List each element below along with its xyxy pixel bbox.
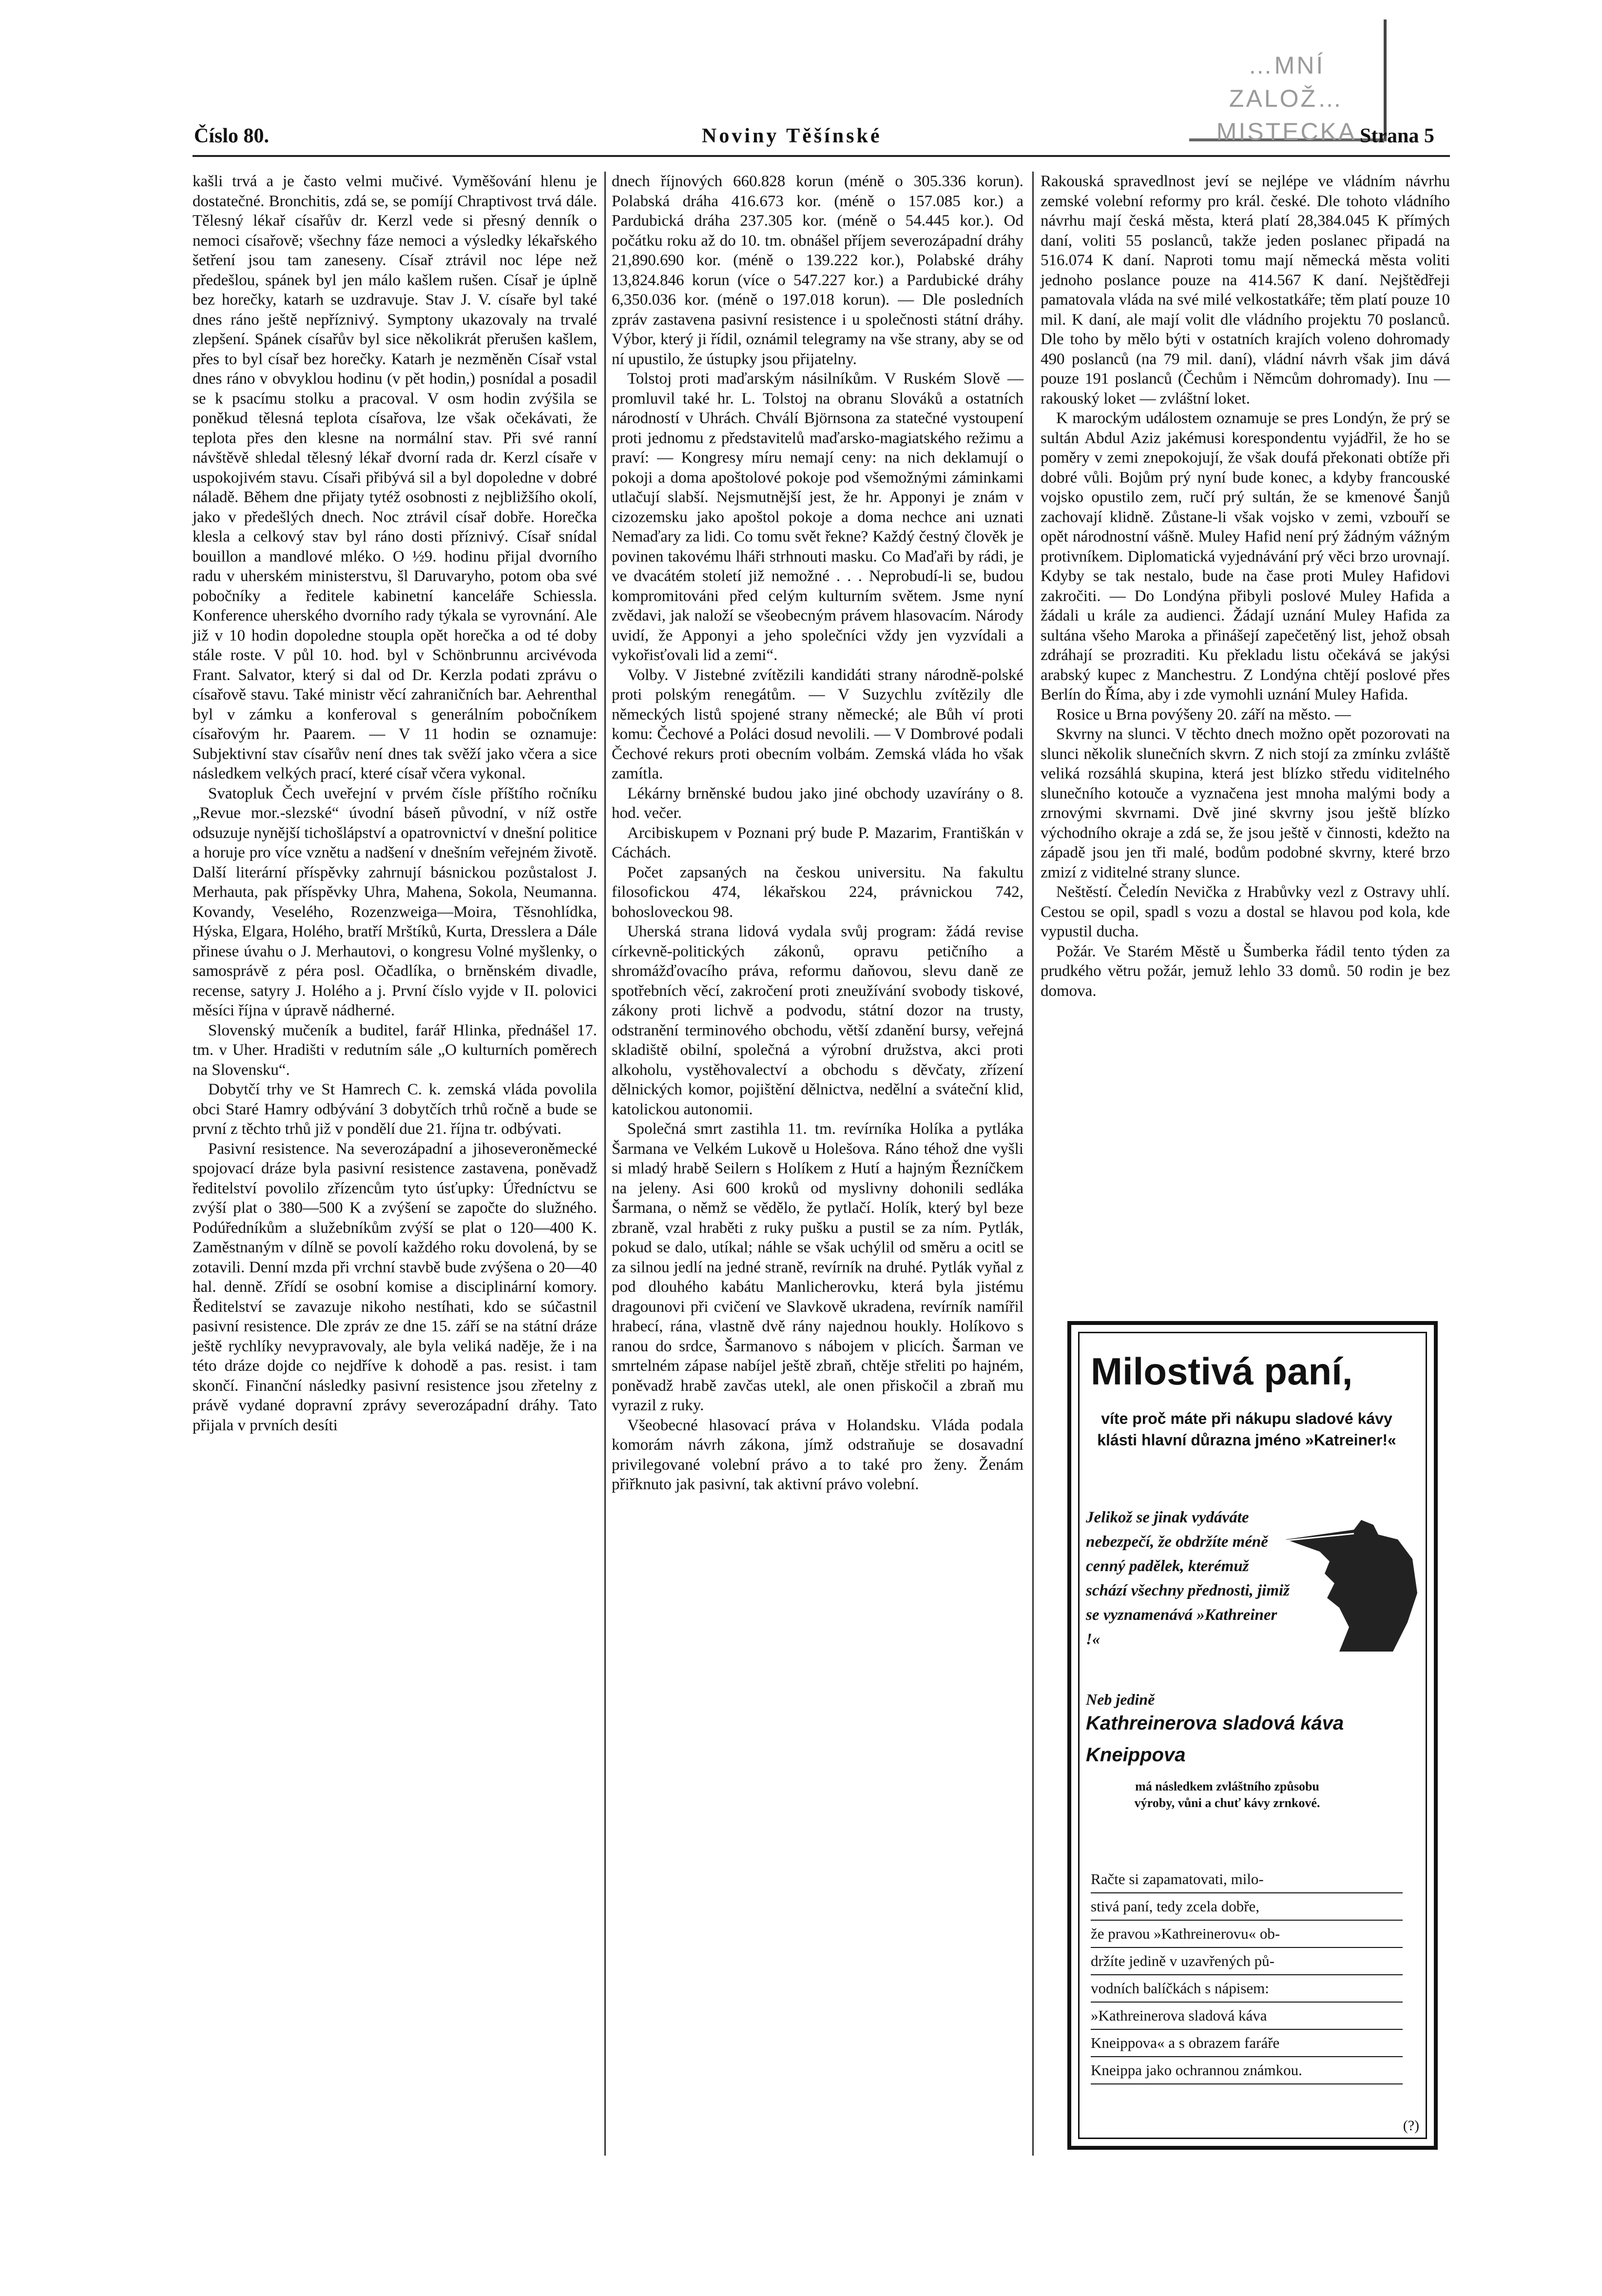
article-paragraph: Arcibiskupem v Poznani prý bude P. Mazarim, Františkán v Cáchách.: [612, 824, 1023, 861]
article-paragraph: K marockým událostem oznamuje se pres Londýn, že prý se sultán Abdul Aziz jakémusi korespondentu vyjádřil, že ho se poměry v zemi znepokojují, že však doufá překonati obtíže při dobré vůli. Bojům prý nyní bude konec, a kdyby francouské vojsko opustilo zem, ručí prý sultán, že se kmenové Šanjů zachovají klidně. Zůstane-li však vojsko v zemi, vzbouří se opět národnostní vášně. Muley Hafid není prý žádným vážným protivníkem. Diplomatická vyjednávání prý věci brzo urovnají. Kdyby se tak nestalo, bude na čase proti Muley Hafidovi zakročiti. — Do Londýna přibyli poslové Muley Hafida a žádali u krále za audienci. Žádají uznání Muley Hafida za sultána všeho Maroka a přinášejí zapečetěný list, jehož obsah zdráhají se prozraditi. Ku překladu listu očekává se jakýsi arabský kupec z Manchestru. Z Londýna chtějí poslové přes Berlín do Říma, aby i zde vymohli uznání Muley Hafida.: [1041, 409, 1450, 703]
ad-subtitle: víte proč máte při nákupu sladové kávy klásti hlavní důrazna jméno »Katreiner!«: [1097, 1410, 1396, 1449]
column-divider-1: [604, 172, 606, 2156]
kathreiner-advertisement: [1067, 1321, 1438, 2150]
page-number: Strana 5: [1360, 125, 1434, 147]
article-paragraph: Počet zapsaných na českou universitu. Na fakultu filosofickou 474, lékařskou 224, právnickou 742, bohosloveckou 98.: [612, 863, 1023, 921]
header-rule: [193, 155, 1450, 157]
ad-remember-line: Račte si zapamatovati, milo-: [1091, 1866, 1403, 1893]
article-paragraph: dnech říjnových 660.828 korun (méně o 305.336 korun). Polabská dráha 416.673 kor. (méně o 157.085 kor.) a Pardubická dráha 237.305 kor. (méně o 54.445 kor.). Od počátku roku až do 10. tm. obnášel příjem severozápadní dráhy 21,890.690 kor. (méně o 139.222 kor.), Polabské dráhy 13,824.846 korun (více o 547.227 kor.) a Pardubické dráhy 6,350.036 kor. (méně o 197.018 korun). — Dle posledních zpráv zastavena pasivní resistence i u společnosti státní dráhy. Výbor, který ji řídil, oznámil telegramy na vše strany, aby se od ní upustilo, že ústupky jsou přijatelny.: [612, 173, 1023, 368]
ad-remember-line: že pravou »Kathreinerovu« ob-: [1091, 1921, 1403, 1948]
ad-remember-line: Kneippova« a s obrazem faráře: [1091, 2030, 1403, 2057]
issue-number: Číslo 80.: [194, 125, 270, 147]
ad-description: má následkem zvláštního způsobu výroby, vůni a chuť kávy zrnkové.: [1134, 1779, 1320, 1810]
ad-only-label: Neb jedině: [1086, 1691, 1155, 1708]
ad-remember-line: vodních balíčkách s nápisem:: [1091, 1975, 1403, 2003]
column-3: [1041, 172, 1450, 1001]
article-paragraph: Lékárny brněnské budou jako jiné obchody uzavírány o 8. hod. večer.: [612, 784, 1023, 822]
column-2: [612, 172, 1023, 1495]
article-paragraph: Společná smrt zastihla 11. tm. revírníka Holíka a pytláka Šarmana ve Velkém Lukově u Holešova. Ráno téhož dne vyšli si mladý hrabě Seilern s Holíkem z Hutí a hajným Řezníčkem na jeleny. Asi 600 kroků od myslivny dohonili sedláka Šarmana, o němž se vědělo, že pytlačí. Holík, který byl beze zbraně, vzal hraběti z ruky pušku a pustil se za ním. Pytlák, pokud se dalo, utíkal; náhle se však uchýlil od směru a ocitl se za silnou jedlí na jedné straně, revírník na druhé. Pytlák vyňal z pod dlouhého kabátu Manlicherovku, která byla jistému dragounovi při cvičení ve Slavkově ukradena, revírník namířil hrabecí, rána, vlastně dvě rány najednou houkly. Holíkovo s ranou do srdce, Šarmanovo s nábojem v plicích. Šarman ve smrtelném zápase nabíjel ještě zbraň, chtěje střeliti po hajném, poněvadž hrabě zavčas utekl, ale onen přiskočil a zbraň mu vyrazil z ruky.: [612, 1120, 1023, 1414]
ad-remember-box: [1091, 1866, 1403, 2084]
article-paragraph: Uherská strana lidová vydala svůj program: žádá revise církevně-politických zákonů, opravu petičního a shromážďovacího práva, reformu daňovou, slevu daně ze spotřebních věcí, zakročení proti zneužívání svobody tiskové, zákony proti lichvě a podvodu, státní dozor na trusty, odstranění terminového obchodu, větší zdanění bursy, veřejná skladiště obilní, společná a výrobní družstva, akci proti alkoholu, vystěhovalectví a obchodu s děvčaty, zřízení dělnických komor, pojištění dělnictva, nedělní a sváteční klid, katolickou autonomii.: [612, 923, 1023, 1118]
ad-remember-line: stivá paní, tedy zcela dobře,: [1091, 1893, 1403, 1921]
article-paragraph: Neštěstí. Čeledín Nevička z Hrabůvky vezl z Ostravy uhlí. Cestou se opil, spadl s vozu a dostal se hlavou pod kola, kde vypustil ducha.: [1041, 883, 1450, 940]
newspaper-title: Noviny Těšínské: [702, 125, 882, 147]
article-paragraph: Tolstoj proti maďarským násilníkům. V Ruském Slově — promluvil také hr. L. Tolstoj na obranu Slováků a ostatních národností v Uhrách. Chválí Björnsona za statečné vystoupení proti jednomu z představitelů maďarsko-magiatského režimu a praví: — Kongresy míru nemají ceny: na nich deklamují o pokoji a doma apoštolové pokoje pod všemožnými záminkami utlačují slabší. Nejsmutnější jest, že hr. Apponyi je znám v cizozemsku jako apoštol pokoje a doma nechce ani uznati Nemaďary za lidi. Co tomu svět řekne? Každý čestný člověk je povinen takovému lháři strhnouti masku. Co Maďaři by rádi, je ve dvacátém století již nemožné . . . Neprobudí-li se, budou kompromitováni před celým kulturním světem. Jsme nyní zvědavi, jak naloží se všeobecným právem hlasovacím. Národy uvidí, že Apponyi a jeho společníci vždy jen vyzvídali a vykořisťovali lid a zemi“.: [612, 370, 1023, 664]
ad-remember-line: »Kathreinerova sladová káva: [1091, 2003, 1403, 2030]
column-1: [193, 172, 597, 1435]
ad-remember-line: Kneippa jako ochrannou známkou.: [1091, 2057, 1403, 2084]
article-paragraph: Rosice u Brna povýšeny 20. září na město. —: [1056, 705, 1351, 723]
ad-trademark-mark: (?): [1403, 2118, 1419, 2134]
pointing-hand-icon: [1281, 1510, 1422, 1656]
article-paragraph: Požár. Ve Starém Městě u Šumberka řádil tento týden za prudkého větru požár, jemuž lehlo 33 domů. 50 rodin je bez domova.: [1041, 942, 1450, 1000]
article-paragraph: Svatopluk Čech uveřejní v prvém čísle příštího ročníku „Revue mor.-slezské“ úvodní báseň původní, v níž ostře odsuzuje nynější tichošlápství a opatrovnictví v dnešní politice a horuje pro více vznětu a nadšení v dnešním veřejném životě. Další literární příspěvky zahrnují básnickou pozůstalost J. Merhauta, pak příspěvky Uhra, Mahena, Sokola, Neumanna. Kovandy, Veselého, Rozenzweiga—Moira, Těsnohlídka, Hýska, Elgara, Holého, bratří Mrštíků, Kurta, Dresslera a Dále přinese úvahu o J. Merhautovi, o kongresu Volné myšlenky, o samosprávě z péra posl. Očadlíka, o brněnském divadle, recense, satyry J. Holého a j. První číslo vyjde v II. polovici měsíci října v úpravě nádherné.: [193, 784, 597, 1019]
article-paragraph: Slovenský mučeník a buditel, farář Hlinka, přednášel 17. tm. v Uher. Hradišti v redutním sále „O kulturních poměrech na Slovensku“.: [193, 1021, 597, 1079]
article-paragraph: Všeobecné hlasovací práva v Holandsku. Vláda podala komorám návrh zákona, jímž odstraňuje se dosavadní privilegované volební právo a to také pro ženy. Ženám přiřknuto jak pasivní, tak aktivní právo volební.: [612, 1416, 1023, 1493]
ad-remember-line: držíte jedině v uzavřených pů-: [1091, 1948, 1403, 1975]
ad-script-text: Jelikož se jinak vydáváte nebezpečí, že obdržíte méně cenný padělek, kterémuž schází všechny přednosti, jimiž se vyznamenává »Kathreiner !«: [1086, 1509, 1290, 1648]
library-stamp: [1189, 19, 1387, 145]
article-paragraph: Volby. V Jistebné zvítězili kandidáti strany národně-polské proti polským renegátům. — V Suzychlu zvítězily dle německých listů spojené strany německé; ale Bůh ví proti komu: Čechové a Poláci dosud nevolili. — V Dombrové podali Čechové rekurs proti obecním volbám. Zemská vláda ho však zamítla.: [612, 666, 1023, 782]
article-paragraph: Rakouská spravedlnost jeví se nejlépe ve vládním návrhu zemské volební reformy pro král. české. Dle tohoto vládního návrhu mají česká města, která platí 28,384.045 K přímých daní, voliti 55 poslanců, takže jeden poslanec připadá na 516.074 K daní. Naproti tomu mají německá města voliti jednoho poslance pouze na 414.567 K daní. Nejštědřeji pamatovala vláda na své milé velkostatkáře; těm platí pouze 10 mil. K daní, ale mají volit dle vládního projektu 70 poslanců. Dle toho by mělo býti v ostatních krajích voleno dohromady 490 poslanců (na 79 mil. daní), vládní návrh však jim dává pouze 191 poslanců (Čechům i Němcům dohromady). Inu — rakouský loket — zvláštní loket.: [1041, 173, 1450, 408]
article-paragraph: Dobytčí trhy ve St Hamrech C. k. zemská vláda povolila obci Staré Hamry odbývání 3 dobytčích trhů ročně a bude se první z těchto trhů již v pondělí due 21. října tr. odbývati.: [193, 1081, 597, 1138]
article-paragraph: Pasivní resistence. Na severozápadní a jihoseveroněmecké spojovací dráze byla pasivní resistence zastavena, poněvadž ředitelství povolilo zřízencům tyto úsťupky: Úředníctvu se zvýší plat o 380—500 K a zvýšení se započte do služného. Podúředníkům a služebníkům zvýší se plat o 120—400 K. Zaměstnaným v dílně se povolí každého roku dovolená, by se zotavili. Denní mzda při vrchní stavbě bude zvýšena o 20—40 hal. denně. Zřídí se osobní komise a disciplinární komory. Ředitelství se zavazuje nikoho nestíhati, kdo se súčastnil pasivní resistence. Dle zpráv ze dne 15. září se na státní dráze ještě rychlíky nevypravovaly, ale byla veliká naděje, že i na této dráze dojde co nejdříve k dohodě a pas. resist. i tam skončí. Finanční následky pasivní resistence jsou zřetelny z právě vydané dopravní zprávy severozápadní dráhy. Tato přijala v prvních desíti: [193, 1140, 597, 1434]
ad-brand-subname: Kneippova: [1086, 1744, 1186, 1766]
column-divider-2: [1032, 172, 1034, 2156]
ad-title: Milostivá paní,: [1091, 1350, 1353, 1393]
article-paragraph: kašli trvá a je často velmi mučivé. Vyměšování hlenu je dostatečné. Bronchitis, zdá se, se pomíjí Chraptivost trvá dále. Tělesný lékař císařův dr. Kerzl vede si přesný denník o nemoci císařově; všechny fáze nemoci a výsledky lékařského šetření jsou tam zaneseny. Císař ztrávil noc lépe než předešlou, spánek byl jen málo kašlem rušen. Císař je úplně bez horečky, katarh se uzdravuje. Stav J. V. císaře byl také dnes ráno ještě nepříznivý. Symptony ukazovaly na trvalé zlepšení. Spánek císařův byl sice několikrát přerušen kašlem, přes to byl císař bez horečky. Katarh je nezměněn Císař vstal dnes ráno v obvyklou hodinu (v pět hodin,) posnídal a posadil se k psacímu stolku a pracoval. V osm hodin zvýšila se poněkud tělesná teplota císařova, lze však očekávati, že teplota přes den klesne na normální stav. Při své ranní návštěvě shledal tělesný lékař dvorní rada dr. Kerzl císaře v uspokojivém stavu. Císaři přibývá sil a byl dopoledne v dobré náladě. Během dne přijaty tytéž osobnosti z nejbližšího okolí, jako v předešlých dnech. Noc ztrávil císař dobře. Horečka klesla a celkový stav byl ráno dosti příznivý. Císař snídal bouillon a mandlové mléko. O ½9. hodinu přijal dvorního radu v uherském ministerstvu, šl Daruvaryho, potom oba své pobočníky a ředitele kabinetní kanceláře Schiessla. Konference uherského dvorního rady týkala se vyrovnání. Ale již v 10 hodin dopoledne stoupla opět horečka a od té doby stále roste. V půl 10. hod. byl v Schönbrunnu arcivévoda Frant. Salvator, který si dal od Dr. Kerzla podati zprávu o císařově stavu. Také ministr věcí zahraničních bar. Aehrenthal byl v zámku a konferoval s generálním pobočníkem císařovým hr. Paarem. — V 11 hodin se oznamuje: Subjektivní stav císařův není dnes tak svěží jako včera a sice následkem velkých prací, které císař včera vykonal.: [193, 173, 597, 782]
stamp-line-1: …MNÍ ZALOŽ…: [1229, 52, 1344, 112]
stamp-line-2: MISTECKA: [1216, 118, 1357, 145]
article-paragraph: Skvrny na slunci. V těchto dnech možno opět pozorovati na slunci několik slunečních skvrn. Z nich stojí za zmínku zvláště veliká rozsáhlá skupina, která jest blízko středu viditelného slunečního kotouče a vyznačena jest mnoha malými body a zrnovými skvrnami. Dvě jiné skvrny jsou ještě blízko východního okraje a zdá se, že jsou ještě v činnosti, kdežto na západě jsou jen tři malé, bodům podobné skvrny, které brzo zmizí z viditelné strany slunce.: [1041, 725, 1450, 881]
ad-brand-name: Kathreinerova sladová káva: [1086, 1712, 1344, 1734]
